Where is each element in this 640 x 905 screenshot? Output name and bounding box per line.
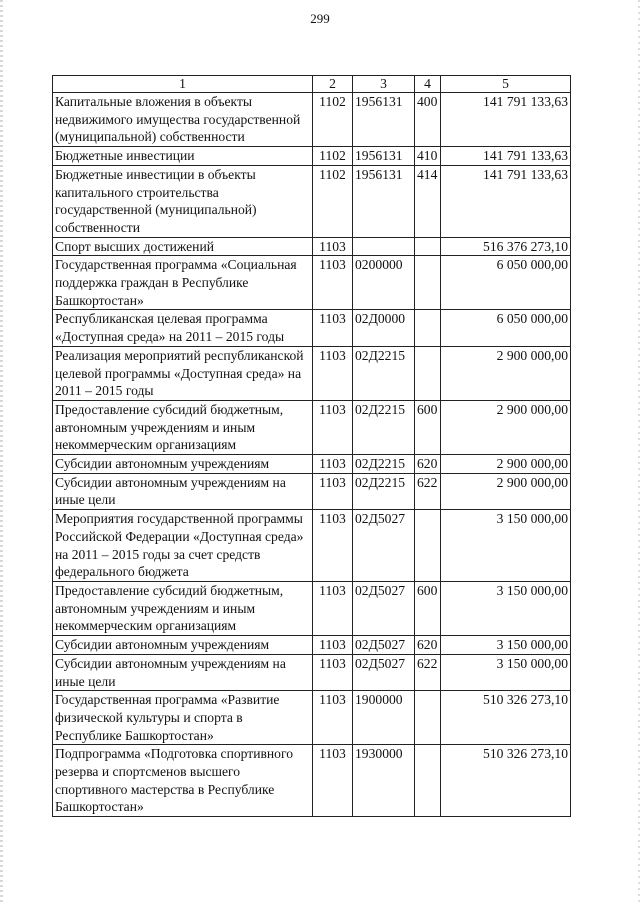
table-row — [53, 237, 571, 256]
row-vr-cell: 600 — [415, 581, 441, 635]
table-row — [53, 745, 571, 817]
table-row — [53, 581, 571, 635]
budget-table — [52, 75, 571, 817]
row-vr-cell — [415, 691, 441, 745]
row-vr-cell: 622 — [415, 473, 441, 509]
table-body — [53, 93, 571, 817]
row-csr-cell: 1956131 — [353, 93, 415, 147]
row-section-cell: 1103 — [313, 654, 353, 690]
row-name-cell: Мероприятия государственной программы Российской Федерации «Доступная среда» на 2011 – 2015 годы за счет средств федерального бюджета — [53, 510, 313, 582]
row-vr-cell: 620 — [415, 636, 441, 655]
header-cell-name: 1 — [53, 76, 313, 93]
row-csr-cell — [353, 237, 415, 256]
row-csr-cell: 1956131 — [353, 147, 415, 166]
row-name-cell: Государственная программа «Социальная поддержка граждан в Республике Башкортостан» — [53, 256, 313, 310]
row-csr-cell: 0200000 — [353, 256, 415, 310]
row-csr-cell: 02Д5027 — [353, 654, 415, 690]
header-cell-csr: 3 — [353, 76, 415, 93]
header-cell-vr: 4 — [415, 76, 441, 93]
row-csr-cell: 02Д2215 — [353, 346, 415, 400]
row-csr-cell: 02Д5027 — [353, 636, 415, 655]
table-row — [53, 473, 571, 509]
table-row — [53, 165, 571, 237]
table-row — [53, 510, 571, 582]
row-section-cell: 1102 — [313, 147, 353, 166]
row-sum-cell: 3 150 000,00 — [441, 510, 571, 582]
table-row — [53, 256, 571, 310]
row-name-cell: Субсидии автономным учреждениям на иные цели — [53, 654, 313, 690]
row-sum-cell: 141 791 133,63 — [441, 147, 571, 166]
row-name-cell: Предоставление субсидий бюджетным, автономным учреждениям и иным некоммерческим организациям — [53, 581, 313, 635]
row-vr-cell: 414 — [415, 165, 441, 237]
row-vr-cell — [415, 310, 441, 346]
row-sum-cell: 510 326 273,10 — [441, 691, 571, 745]
row-section-cell: 1103 — [313, 455, 353, 474]
table-row — [53, 654, 571, 690]
row-name-cell: Подпрограмма «Подготовка спортивного резерва и спортсменов высшего спортивного мастерства в Республике Башкортостан» — [53, 745, 313, 817]
row-sum-cell: 516 376 273,10 — [441, 237, 571, 256]
row-name-cell: Субсидии автономным учреждениям — [53, 455, 313, 474]
row-vr-cell — [415, 745, 441, 817]
scan-left-edge — [0, 0, 3, 905]
row-section-cell: 1103 — [313, 636, 353, 655]
row-name-cell: Государственная программа «Развитие физической культуры и спорта в Республике Башкортостан» — [53, 691, 313, 745]
row-vr-cell: 410 — [415, 147, 441, 166]
row-sum-cell: 3 150 000,00 — [441, 654, 571, 690]
row-csr-cell: 02Д2215 — [353, 473, 415, 509]
row-csr-cell: 02Д2215 — [353, 400, 415, 454]
row-name-cell: Капитальные вложения в объекты недвижимого имущества государственной (муниципальной) собственности — [53, 93, 313, 147]
row-sum-cell: 2 900 000,00 — [441, 455, 571, 474]
row-name-cell: Республиканская целевая программа «Доступная среда» на 2011 – 2015 годы — [53, 310, 313, 346]
row-name-cell: Субсидии автономным учреждениям на иные цели — [53, 473, 313, 509]
row-vr-cell — [415, 237, 441, 256]
header-cell-section: 2 — [313, 76, 353, 93]
row-sum-cell: 2 900 000,00 — [441, 346, 571, 400]
page-number: 299 — [310, 11, 330, 26]
row-csr-cell: 1930000 — [353, 745, 415, 817]
table-row — [53, 691, 571, 745]
row-section-cell: 1102 — [313, 165, 353, 237]
row-section-cell: 1103 — [313, 473, 353, 509]
header-cell-sum: 5 — [441, 76, 571, 93]
row-sum-cell: 3 150 000,00 — [441, 581, 571, 635]
row-vr-cell — [415, 510, 441, 582]
row-sum-cell: 141 791 133,63 — [441, 165, 571, 237]
row-vr-cell: 620 — [415, 455, 441, 474]
row-name-cell: Спорт высших достижений — [53, 237, 313, 256]
row-section-cell: 1103 — [313, 237, 353, 256]
row-sum-cell: 510 326 273,10 — [441, 745, 571, 817]
row-section-cell: 1103 — [313, 310, 353, 346]
row-sum-cell: 141 791 133,63 — [441, 93, 571, 147]
row-section-cell: 1103 — [313, 745, 353, 817]
row-csr-cell: 1956131 — [353, 165, 415, 237]
table-row — [53, 455, 571, 474]
row-name-cell: Предоставление субсидий бюджетным, автономным учреждениям и иным некоммерческим организациям — [53, 400, 313, 454]
table-row — [53, 346, 571, 400]
row-name-cell: Бюджетные инвестиции — [53, 147, 313, 166]
row-csr-cell: 02Д2215 — [353, 455, 415, 474]
row-sum-cell: 2 900 000,00 — [441, 473, 571, 509]
row-csr-cell: 02Д5027 — [353, 581, 415, 635]
row-vr-cell — [415, 346, 441, 400]
table-row — [53, 310, 571, 346]
row-sum-cell: 3 150 000,00 — [441, 636, 571, 655]
table-header-row — [53, 76, 571, 93]
row-name-cell: Реализация мероприятий республиканской целевой программы «Доступная среда» на 2011 – 2015 годы — [53, 346, 313, 400]
row-section-cell: 1103 — [313, 581, 353, 635]
row-csr-cell: 1900000 — [353, 691, 415, 745]
row-section-cell: 1102 — [313, 93, 353, 147]
row-csr-cell: 02Д5027 — [353, 510, 415, 582]
row-csr-cell: 02Д0000 — [353, 310, 415, 346]
row-vr-cell — [415, 256, 441, 310]
row-sum-cell: 6 050 000,00 — [441, 256, 571, 310]
row-section-cell: 1103 — [313, 346, 353, 400]
row-section-cell: 1103 — [313, 510, 353, 582]
row-name-cell: Субсидии автономным учреждениям — [53, 636, 313, 655]
table-row — [53, 636, 571, 655]
row-vr-cell: 400 — [415, 93, 441, 147]
table-row — [53, 400, 571, 454]
row-sum-cell: 6 050 000,00 — [441, 310, 571, 346]
row-vr-cell: 600 — [415, 400, 441, 454]
row-name-cell: Бюджетные инвестиции в объекты капитального строительства государственной (муниципальной) собственности — [53, 165, 313, 237]
row-section-cell: 1103 — [313, 256, 353, 310]
row-section-cell: 1103 — [313, 400, 353, 454]
row-section-cell: 1103 — [313, 691, 353, 745]
table-row — [53, 147, 571, 166]
row-vr-cell: 622 — [415, 654, 441, 690]
table-row — [53, 93, 571, 147]
row-sum-cell: 2 900 000,00 — [441, 400, 571, 454]
